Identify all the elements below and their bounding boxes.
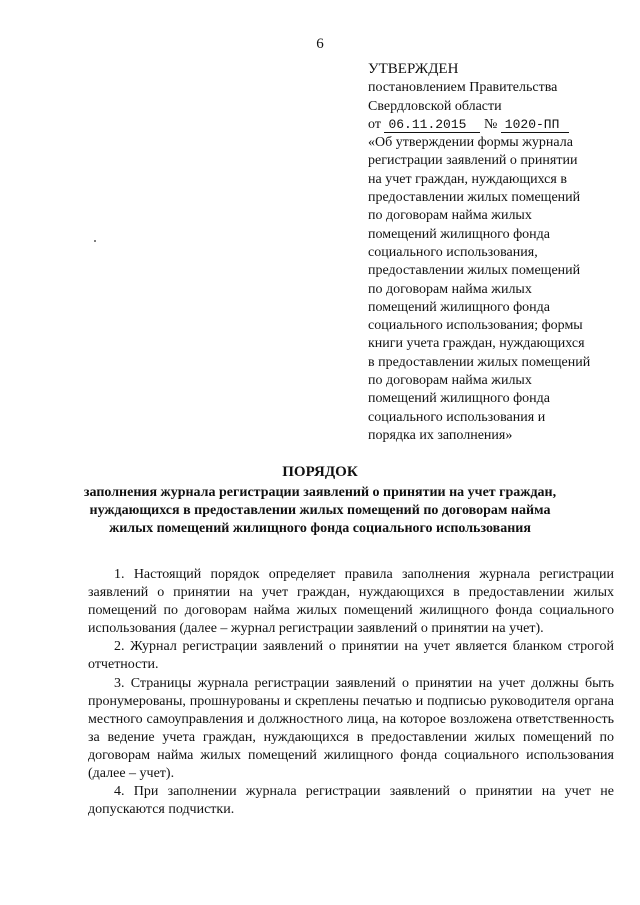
decree-title-line: порядка их заполнения»: [368, 427, 513, 443]
subtitle-line: нуждающихся в предоставлении жилых помещений по договорам найма: [89, 503, 551, 518]
decree-title-line: социального использования,: [368, 244, 538, 260]
body-paragraph-2: 2. Журнал регистрации заявлений о принятии на учет является бланком строгой отчетности.: [88, 639, 614, 673]
decree-title-line: в предоставлении жилых помещений: [368, 354, 591, 370]
decree-title-line: предоставлении жилых помещений: [368, 190, 581, 206]
decree-title-line: помещений жилищного фонда: [368, 299, 550, 315]
date-number-row: [368, 116, 618, 134]
decree-title-line: «Об утверждении формы журнала: [368, 135, 573, 151]
approval-heading: УТВЕРЖДЕН: [368, 61, 459, 77]
decree-title-line: предоставлении жилых помещений: [368, 263, 581, 279]
subtitle-line: заполнения журнала регистрации заявлений о принятии на учет граждан,: [83, 485, 557, 500]
date-prefix: от: [368, 116, 381, 132]
decree-title-line: регистрации заявлений о принятии: [368, 153, 578, 169]
body-paragraph-3: 3. Страницы журнала регистрации заявлений о принятии на учет должны быть пронумерованы, прошнурованы и скреплены печатью и подписью руководителя органа местного самоуправления и должностного лица, на которое возложена ответственность за ведение учета граждан, нуждающихся в предоставлении жилых помещений по договорам найма жилых помещений жилищного фонда социального использования (далее – учет).: [88, 675, 614, 782]
issued-by-line: Свердловской области: [368, 98, 502, 114]
issued-by-line: постановлением Правительства: [368, 80, 558, 96]
decree-title-line: по договорам найма жилых: [368, 373, 532, 389]
decree-title-line: книги учета граждан, нуждающихся: [368, 336, 585, 352]
document-subtitle: [60, 484, 580, 538]
decree-title-line: помещений жилищного фонда: [368, 391, 550, 407]
page-number: 6: [316, 36, 324, 52]
decree-title-line: помещений жилищного фонда: [368, 226, 550, 242]
decree-title-line: социального использования; формы: [368, 318, 583, 334]
decree-date: 06.11.2015: [384, 117, 480, 133]
scan-speck: [94, 240, 96, 242]
decree-title-line: по договорам найма жилых: [368, 281, 532, 297]
document-title: ПОРЯДОК: [282, 464, 358, 480]
decree-number: 1020-ПП: [501, 117, 569, 133]
decree-title: [368, 134, 618, 445]
subtitle-line: жилых помещений жилищного фонда социального использования: [109, 521, 531, 536]
decree-title-line: по договорам найма жилых: [368, 208, 532, 224]
number-prefix: №: [483, 116, 498, 132]
body-paragraph-4: 4. При заполнении журнала регистрации заявлений о принятии на учет не допускаются подчистки.: [88, 784, 614, 818]
decree-title-line: социального использования и: [368, 409, 546, 425]
approval-stamp-block: [368, 60, 618, 445]
decree-title-line: на учет граждан, нуждающихся в: [368, 171, 567, 187]
body-paragraph-1: 1. Настоящий порядок определяет правила заполнения журнала регистрации заявлений о принятии на учет граждан, нуждающихся в предоставлении жилых помещений по договорам найма жилых помещений жилищного фонда социального использования (далее – журнал регистрации заявлений о принятии на учет).: [88, 567, 614, 637]
document-body: [88, 566, 614, 819]
